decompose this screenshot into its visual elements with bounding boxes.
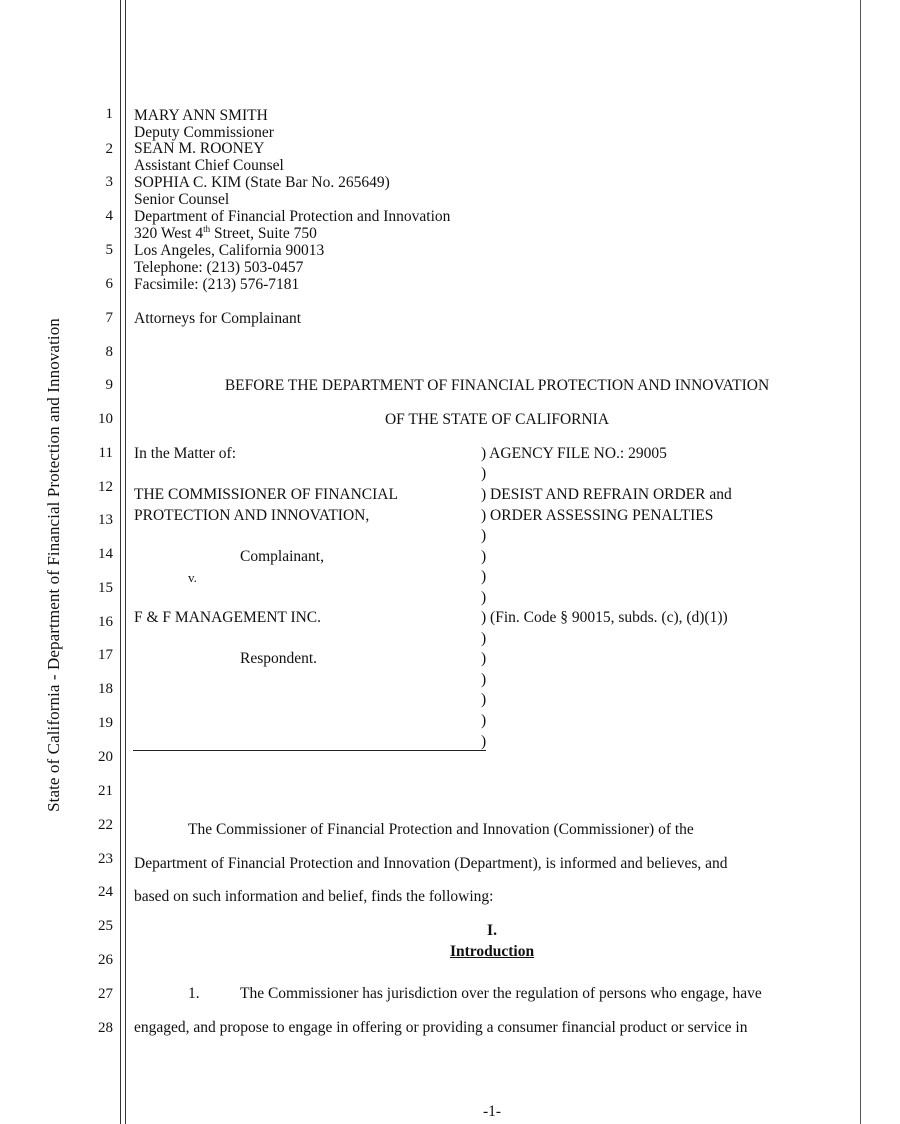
body-text: Department of Financial Protection and Innovation (Department), is informed and believes, and [134,855,728,872]
line-number: 22 [98,817,113,833]
facsimile: Facsimile: (213) 576-7181 [134,276,300,293]
caption-paren: ) [481,733,487,750]
order-title: ) DESIST AND REFRAIN ORDER and [481,486,732,503]
line-number: 9 [105,377,113,393]
complainant-label: Complainant, [240,548,324,565]
line-number: 16 [98,614,113,630]
side-footer-text: State of California - Department of Financial Protection and Innovation [44,318,63,812]
line-number: 11 [98,445,113,461]
line-number: 21 [98,783,113,799]
line-number: 28 [98,1020,113,1036]
address-line: 320 West 4th Street, Suite 750 [134,224,317,242]
body-text: based on such information and belief, finds the following: [134,888,494,905]
line-number: 23 [98,851,113,867]
line-number: 20 [98,749,113,765]
respondent-label: Respondent. [240,650,318,667]
line-number: 8 [105,344,113,360]
caption-paren: ) [481,671,487,688]
body-text: The Commissioner has jurisdiction over the regulation of persons who engage, have [240,985,762,1002]
line-number: 18 [98,681,113,697]
line-number: 26 [98,952,113,968]
page-number: -1- [482,1103,502,1120]
margin-rule-left-inner [125,0,126,1124]
caption-paren: ) [481,527,487,544]
paragraph-number: 1. [188,985,200,1002]
line-number: 2 [105,141,113,157]
caption-paren: ) [481,650,487,667]
attorneys-for: Attorneys for Complainant [134,310,302,327]
line-number: 7 [105,310,113,326]
section-number: I. [487,922,497,939]
line-number: 27 [98,986,113,1002]
margin-rule-right [860,0,861,1124]
caption-paren: ) [481,712,487,729]
telephone: Telephone: (213) 503-0457 [134,259,304,276]
line-number: 25 [98,918,113,934]
line-number: 6 [105,276,113,292]
body-text: The Commissioner of Financial Protection and Innovation (Commissioner) of the [188,821,694,838]
attorney-name: MARY ANN SMITH [134,107,268,124]
line-number: 15 [98,580,113,596]
line-number: 19 [98,715,113,731]
caption-paren: ) [481,589,487,606]
caption-paren: ) [481,548,487,565]
code-citation: ) (Fin. Code § 90015, subds. (c), (d)(1)) [481,609,728,626]
section-title: Introduction [449,943,535,960]
agency-file-no: ) AGENCY FILE NO.: 29005 [481,445,667,462]
caption-underline [133,750,486,751]
versus: v. [188,570,197,585]
line-number: 12 [98,479,113,495]
line-number: 3 [105,174,113,190]
department-name: Department of Financial Protection and Innovation [134,208,451,225]
attorney-title: Assistant Chief Counsel [134,157,284,174]
forum-heading: OF THE STATE OF CALIFORNIA [384,411,610,428]
caption-paren: ) [481,630,487,647]
line-number: 13 [98,512,113,528]
attorney-name: SOPHIA C. KIM (State Bar No. 265649) [134,174,390,191]
caption-paren: ) [481,691,487,708]
line-number: 5 [105,242,113,258]
caption-paren: ) [481,465,487,482]
complainant-name: PROTECTION AND INNOVATION, [134,507,370,524]
forum-heading: BEFORE THE DEPARTMENT OF FINANCIAL PROTECTION AND INNOVATION [224,377,770,394]
line-number: 1 [105,106,113,122]
attorney-title: Deputy Commissioner [134,124,274,141]
attorney-name: SEAN M. ROONEY [134,140,265,157]
line-number: 17 [98,647,113,663]
order-title: ) ORDER ASSESSING PENALTIES [481,507,714,524]
line-number: 10 [98,411,113,427]
body-text: engaged, and propose to engage in offering or providing a consumer financial product or service in [134,1019,748,1036]
respondent-name: F & F MANAGEMENT INC. [134,609,322,626]
attorney-title: Senior Counsel [134,191,230,208]
caption-matter: In the Matter of: [134,445,237,462]
address-line: Los Angeles, California 90013 [134,242,325,259]
line-number: 4 [105,208,113,224]
margin-rule-left-outer [120,0,121,1124]
caption-paren: ) [481,568,487,585]
line-number: 24 [98,884,113,900]
complainant-name: THE COMMISSIONER OF FINANCIAL [134,486,398,503]
line-number: 14 [98,546,113,562]
